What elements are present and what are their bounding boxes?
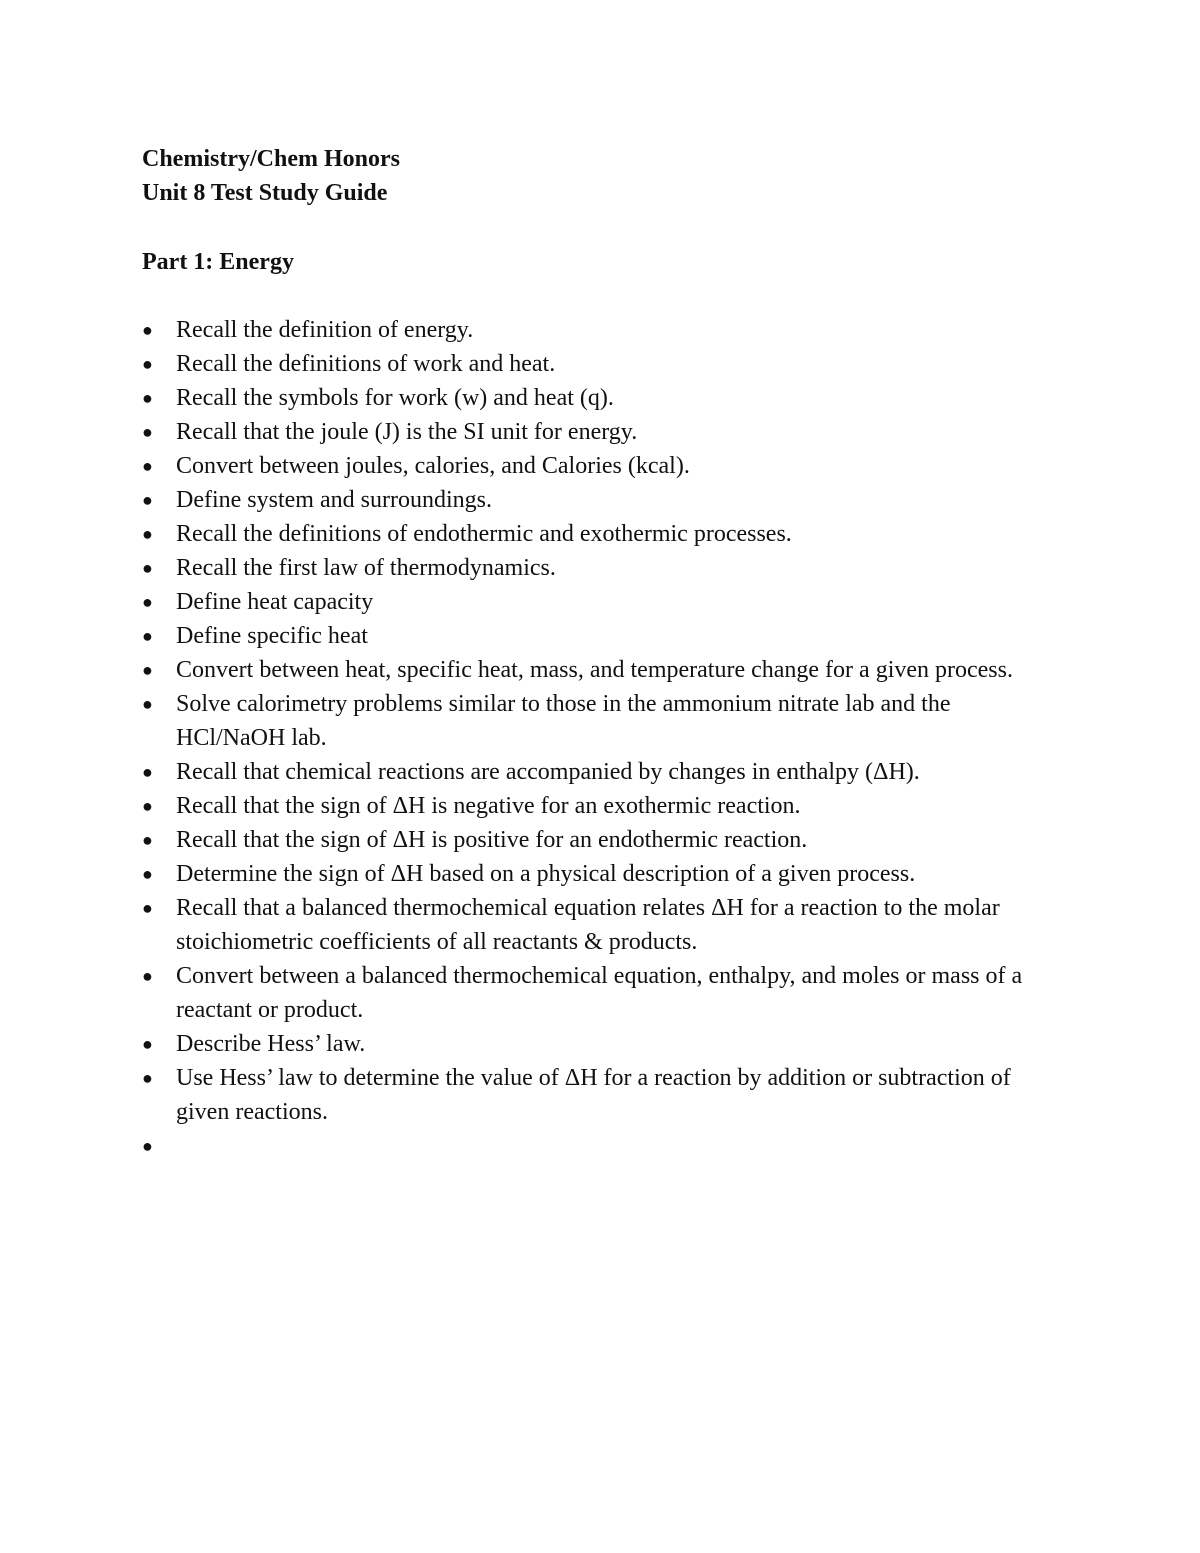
list-item	[142, 415, 1062, 449]
bullet-icon: ●	[142, 558, 153, 578]
document-header	[142, 142, 400, 210]
bullet-icon: ●	[142, 388, 153, 408]
list-item-text: Recall the definitions of endothermic and exothermic processes.	[176, 521, 792, 547]
list-item	[142, 857, 1062, 891]
list-item-text: Recall that chemical reactions are accompanied by changes in enthalpy (ΔH).	[176, 759, 920, 785]
bullet-icon: ●	[142, 456, 153, 476]
bullet-icon: ●	[142, 694, 153, 714]
list-item-text: Convert between a balanced thermochemical equation, enthalpy, and moles or mass of a reactant or product.	[176, 963, 1023, 1023]
list-item-text: Convert between joules, calories, and Calories (kcal).	[176, 453, 690, 479]
bullet-icon: ●	[142, 592, 153, 612]
list-item	[142, 687, 1062, 755]
bullet-icon: ●	[142, 762, 153, 782]
list-item-text: Convert between heat, specific heat, mass, and temperature change for a given process.	[176, 657, 1013, 683]
bullet-icon: ●	[142, 898, 153, 918]
list-item	[142, 755, 1062, 789]
course-title: Chemistry/Chem Honors	[142, 146, 400, 172]
list-item	[142, 347, 1062, 381]
list-item-text: Solve calorimetry problems similar to those in the ammonium nitrate lab and the HCl/NaOH lab.	[176, 691, 951, 751]
list-item	[142, 1061, 1062, 1129]
list-item	[142, 449, 1062, 483]
list-item-text: Determine the sign of ΔH based on a physical description of a given process.	[176, 861, 916, 887]
bullet-icon: ●	[142, 796, 153, 816]
objectives-list	[142, 313, 1062, 1163]
bullet-icon: ●	[142, 320, 153, 340]
list-item-text: Use Hess’ law to determine the value of ΔH for a reaction by addition or subtraction of given reactions.	[176, 1065, 1011, 1125]
list-item	[142, 1027, 1062, 1061]
bullet-icon: ●	[142, 660, 153, 680]
bullet-icon: ●	[142, 490, 153, 510]
list-item	[142, 585, 1062, 619]
bullet-icon: ●	[142, 1068, 153, 1088]
list-item-text: Recall that the sign of ΔH is positive for an endothermic reaction.	[176, 827, 808, 853]
bullet-icon: ●	[142, 864, 153, 884]
bullet-icon: ●	[142, 1136, 153, 1156]
bullet-icon: ●	[142, 830, 153, 850]
list-item	[142, 653, 1062, 687]
bullet-icon: ●	[142, 626, 153, 646]
bullet-icon: ●	[142, 1034, 153, 1054]
list-item	[142, 551, 1062, 585]
list-item-text: Recall that the sign of ΔH is negative for an exothermic reaction.	[176, 793, 801, 819]
list-item	[142, 619, 1062, 653]
list-item	[142, 483, 1062, 517]
list-item-text	[176, 1129, 1062, 1163]
list-item-text: Recall that a balanced thermochemical equation relates ΔH for a reaction to the molar stoichiometric coefficients of all reactants & products.	[176, 895, 1000, 955]
guide-title: Unit 8 Test Study Guide	[142, 180, 388, 206]
list-item-text: Define specific heat	[176, 623, 368, 649]
list-item-text: Describe Hess’ law.	[176, 1031, 366, 1057]
bullet-icon: ●	[142, 354, 153, 374]
list-item	[142, 517, 1062, 551]
list-item	[142, 313, 1062, 347]
list-item	[142, 823, 1062, 857]
list-item-text: Recall the first law of thermodynamics.	[176, 555, 556, 581]
list-item	[142, 1129, 1062, 1163]
list-item-text: Define heat capacity	[176, 589, 374, 615]
bullet-icon: ●	[142, 966, 153, 986]
list-item-text: Recall that the joule (J) is the SI unit for energy.	[176, 419, 638, 445]
bullet-icon: ●	[142, 524, 153, 544]
list-item	[142, 891, 1062, 959]
list-item-text: Recall the definitions of work and heat.	[176, 351, 556, 377]
list-item	[142, 381, 1062, 415]
list-item	[142, 959, 1062, 1027]
list-item-text: Define system and surroundings.	[176, 487, 492, 513]
section-heading: Part 1: Energy	[142, 249, 294, 275]
list-item	[142, 789, 1062, 823]
list-item-text: Recall the definition of energy.	[176, 317, 474, 343]
list-item-text: Recall the symbols for work (w) and heat (q).	[176, 385, 614, 411]
bullet-icon: ●	[142, 422, 153, 442]
